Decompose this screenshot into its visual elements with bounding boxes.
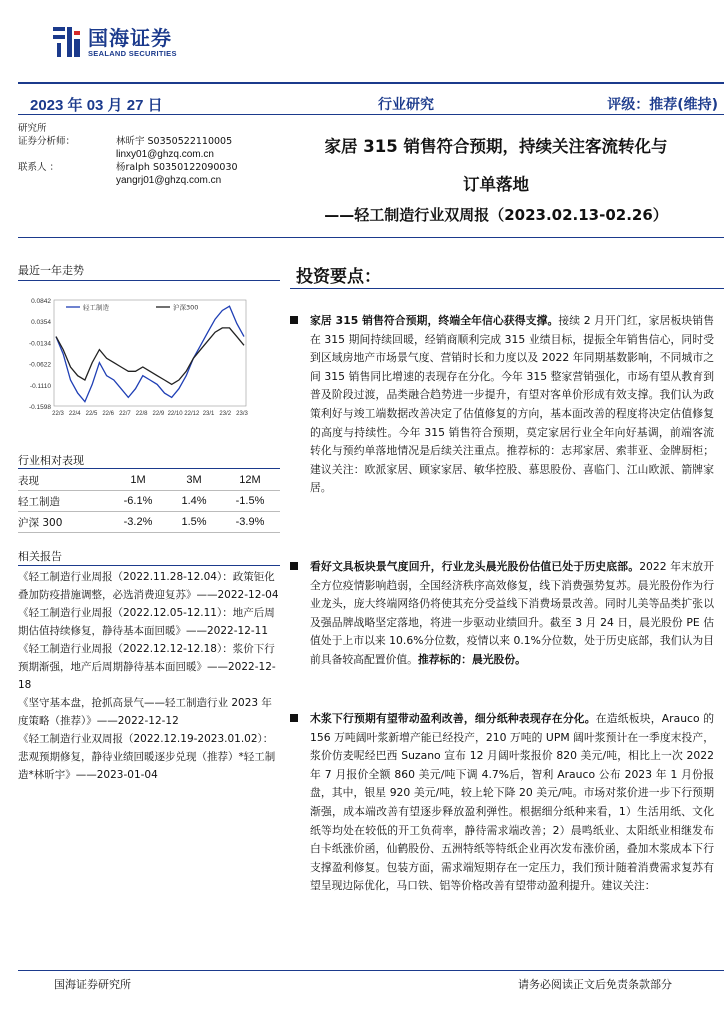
- table-header-row: [18, 470, 280, 491]
- point-body: 接续 2 月开门红，家居板块销售在 315 期间持续回暖，经销商顺利完成 315 业绩目标，提振全年销售信心，同时受到区域房地产市场景气度、营销时长和力度以及 2022 年同期基数影响，不同城市之间 315 销售同比增速的表现存在分化。今年 315 整家营销强化，市场有望从教育到普及阶段过渡，品类融合趋势进一步提升，有望对客单价形成有效支撑。我们认为政策利好与竣工端数据改善决定了估值修复的方向，基本面改善的程度将决定估值修复的高度与持续性。今年 315 销售符合预期，莫定家居行业全年向好基调，前端客流转化与预约单落地情况是后续关注重点。推荐标的：志邦家居、索菲亚、金牌厨柜；建议关注：欧派家居、顾家家居、敏华控股、慕思股份、喜临门、江山欧派、箭牌家居。: [310, 314, 715, 495]
- title-line-1: 家居 315 销售符合预期，持续关注客流转化与: [324, 137, 668, 156]
- institute-label: 研究所: [18, 123, 47, 134]
- rating-badge: 评级：推荐(维持): [607, 97, 718, 113]
- column-header: 3M: [186, 474, 202, 486]
- x-tick-label: 22/6: [102, 411, 115, 417]
- x-tick-label: 23/2: [219, 411, 232, 417]
- report-title: [286, 128, 706, 204]
- y-tick-label: 0.0842: [31, 298, 51, 305]
- invest-point-2: [290, 558, 714, 670]
- trend-chart: [18, 288, 280, 438]
- legend-label: 轻工制造: [83, 303, 109, 312]
- x-tick-label: 22/10: [167, 411, 183, 417]
- contact-role: 联系人 ：: [18, 162, 60, 173]
- invest-heading: 投资要点：: [296, 267, 381, 287]
- performance-heading: 行业相对表现: [18, 454, 84, 467]
- contact-email[interactable]: yangrj01@ghzq.com.cn: [116, 175, 222, 186]
- divider: [290, 288, 724, 289]
- y-tick-label: -0.0622: [28, 361, 51, 369]
- report-date: 2023 年 03 月 27 日: [30, 97, 163, 114]
- x-tick-label: 23/3: [236, 411, 248, 417]
- column-header: 表现: [18, 474, 39, 487]
- divider: [18, 237, 724, 238]
- related-report-link[interactable]: 《轻工制造行业周报（2022.12.05-12.11）：地产后周期估值持续修复，静待基本面回暖》——2022-12-11: [18, 607, 275, 637]
- related-heading: 相关报告: [18, 550, 62, 563]
- table-cell: 1.5%: [181, 516, 207, 528]
- point-headline: 家居 315 销售符合预期，终端全年信心获得支撑。: [310, 314, 559, 327]
- footer-disclaimer[interactable]: 请务必阅读正文后免责条款部分: [518, 978, 672, 991]
- bullet-icon: [290, 562, 298, 570]
- y-tick-label: -0.1110: [29, 382, 51, 390]
- y-tick-label: -0.1598: [28, 404, 51, 411]
- point-headline: 木浆下行预期有望带动盈利改善，细分纸种表现存在分化。: [310, 712, 596, 725]
- report-header-bar: [18, 82, 724, 122]
- point-body: 在造纸板块，Arauco 的 156 万吨阔叶浆新增产能已经投产，210 万吨的 UPM 阔叶浆预计在一季度末投产，浆价仿麦呢经巴西 Suzano 宣布 12 月阔叶浆报价 820 美元/吨，相比上一次 2022 年 7 月报价全额 860 美元/吨下调 4.7%后，智利 Arauco 公布 2023 年 1 月份报盘，其中，银星 920 美元/吨，较上轮下降 20 美元/吨。市场对浆价进一步下行预期渐强，成本端改善有望逐步释放盈利弹性。根据细分纸种来看，1）生活用纸、文化纸等均处在较低的开工负荷率，静待需求端改善；2）晨鸣纸业、太阳纸业相继发布白卡纸涨价函，仙鹤股份、五洲特纸等特纸企业再次发布涨价函，叠加木浆成本下行支撑盈利修复。包装方面，需求端短期存在一定压力，我们预计随着消费需求复苏有望呈现边际优化，马口铁、铝等价格改善有望带动盈利提升。建议关注：: [310, 712, 714, 893]
- analyst-email[interactable]: linxy01@ghzq.com.cn: [116, 149, 214, 160]
- point-headline: 看好文具板块景气度回升，行业龙头晨光股份估值已处于历史底部。: [310, 560, 640, 573]
- table-row: [18, 491, 280, 512]
- divider: [18, 970, 724, 971]
- divider: [18, 114, 724, 115]
- trend-heading: 最近一年走势: [18, 264, 84, 277]
- table-cell: -6.1%: [123, 495, 153, 507]
- table-row: [18, 512, 280, 533]
- divider: [18, 468, 280, 469]
- table-cell: 1.4%: [181, 495, 207, 507]
- analyst-row: [18, 135, 280, 148]
- table-cell: 轻工制造: [18, 495, 60, 508]
- divider: [18, 565, 280, 566]
- brand-logo: [52, 24, 177, 60]
- x-tick-label: 22/7: [119, 411, 131, 417]
- analyst-role: 证券分析师：: [18, 136, 76, 147]
- related-report-link[interactable]: 《轻工制造行业双周报（2022.12.19-2023.01.02）：悲观预期修复，静待业绩回暖逐步兑现（推荐）*轻工制造*林昕宇》——2023-01-04: [18, 733, 276, 781]
- related-reports-list: [18, 568, 280, 784]
- x-tick-label: 22/12: [184, 411, 200, 417]
- report-type: 行业研究: [378, 97, 434, 113]
- sealand-logo-icon: [52, 25, 82, 59]
- x-tick-label: 23/1: [202, 411, 215, 417]
- series-line-1: [56, 306, 244, 402]
- related-report-link[interactable]: 《轻工制造行业周报（2022.11.28-12.04）：政策钜化叠加防疫措施调整，必选消费迎复苏》——2022-12-04: [18, 571, 279, 601]
- column-header: 12M: [239, 474, 261, 486]
- contact-name-cert: 杨ralph S0350122090030: [116, 162, 238, 173]
- x-tick-label: 22/9: [152, 411, 165, 417]
- brand-name-cn: 国海证券: [88, 25, 172, 50]
- y-tick-label: 0.0354: [31, 319, 51, 327]
- x-tick-label: 22/5: [85, 411, 98, 417]
- trend-chart-svg: [18, 288, 280, 438]
- analyst-info: [18, 122, 280, 187]
- column-header: 1M: [130, 474, 146, 486]
- brand-name-en: SEALAND SECURITIES: [88, 48, 177, 58]
- table-cell: -3.9%: [235, 516, 265, 528]
- table-cell: -1.5%: [235, 495, 265, 507]
- x-tick-label: 22/4: [68, 411, 81, 417]
- performance-table: [18, 470, 280, 533]
- table-cell: 沪深 300: [18, 516, 63, 529]
- divider: [18, 280, 280, 281]
- invest-point-1: [290, 312, 714, 498]
- analyst-name-cert: 林昕宇 S0350522110005: [116, 136, 233, 147]
- bullet-icon: [290, 316, 298, 324]
- footer-institute: 国海证券研究所: [54, 978, 131, 991]
- contact-row: [18, 161, 280, 174]
- point-recommendation: 推荐标的：晨光股份。: [417, 652, 526, 666]
- x-tick-label: 22/3: [52, 411, 64, 417]
- y-tick-label: -0.0134: [28, 340, 51, 348]
- x-tick-label: 22/8: [135, 411, 148, 417]
- invest-point-3: [290, 710, 714, 896]
- related-report-link[interactable]: 《轻工制造行业周报（2022.12.12-12.18）：浆价下行预期渐强，地产后周期静待基本面回暖》——2022-12-18: [18, 643, 276, 691]
- legend-label: 沪深300: [173, 303, 199, 312]
- series-line-2: [56, 328, 244, 385]
- table-cell: -3.2%: [123, 516, 153, 528]
- related-report-link[interactable]: 《坚守基本盘，抢抓高景气——轻工制造行业 2023 年度策略（推荐）》——2022-12-12: [18, 697, 272, 727]
- bullet-icon: [290, 714, 298, 722]
- point-body: 2022 年末放开全方位疫情影响趋弱，全国经济秩序高效修复，线下消费强势复苏。晨光股份作为行业龙头，庞大终端网络仍将使其充分受益线下消费场景改善。同时儿美等品类扩张以及强品牌战略坚定落地，将进一步驱动业绩回升。截至 3 月 24 日，晨光股份 PE 估值处于上市以来 10.6%分位数，疫情以来 0.1%分位数，处于历史底部，我们认为目前具备较高配置价值。: [310, 560, 714, 666]
- report-subtitle: ——轻工制造行业双周报（2023.02.13-02.26）: [324, 206, 668, 224]
- title-line-2: 订单落地: [463, 175, 529, 194]
